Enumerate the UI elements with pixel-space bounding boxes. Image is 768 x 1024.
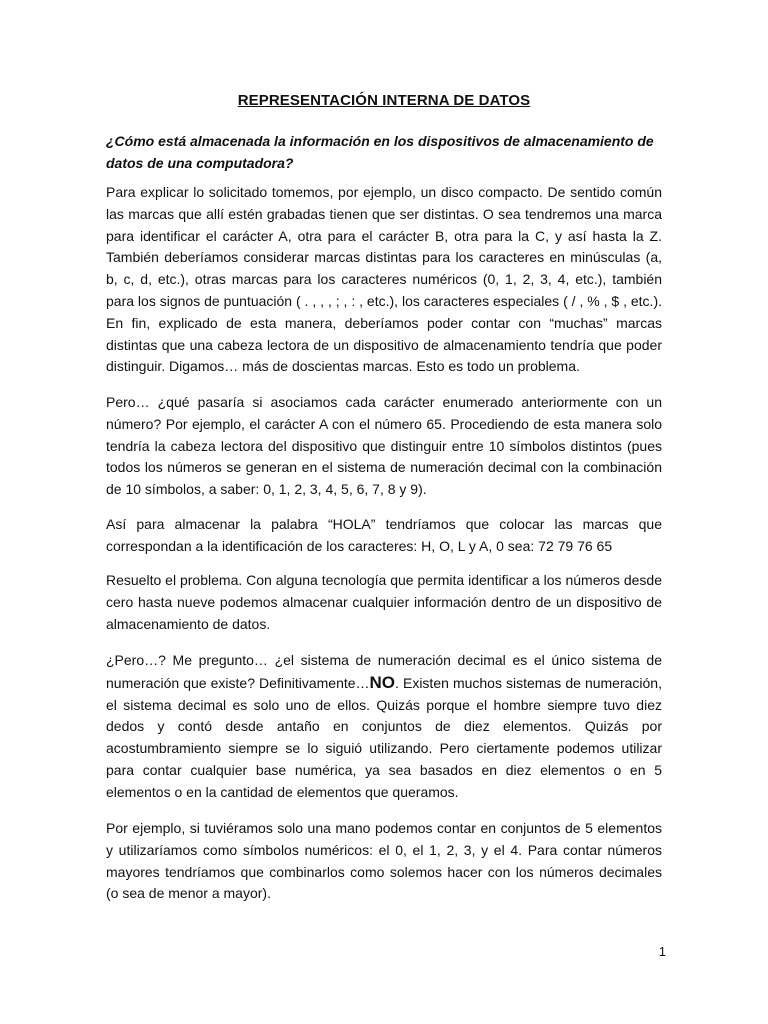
paragraph-5-start: ¿Pero…? Me pregunto… ¿el sistema de numeración decimal es el único sistema de numeración que existe? Definitivamente… — [106, 652, 662, 691]
paragraph-5-end: . Existen muchos sistemas de numeración, el sistema decimal es solo uno de ellos. Quizás porque el hombre siempre tuvo diez dedos y contó desde antaño en conjuntos de diez elementos. Quizás por acostumbramiento siempre se lo siguió utilizando. Pero ciertamente podemos utilizar para contar cualquier base numérica, ya sea basados en diez elementos o en 5 elementos o en la cantidad de elementos que queramos. — [106, 674, 662, 800]
page-number: 1 — [658, 944, 666, 959]
paragraph-5 — [106, 650, 662, 804]
document-question: ¿Cómo está almacenada la información en los dispositivos de almacenamiento de datos de una computadora? — [106, 133, 654, 171]
document-title: REPRESENTACIÓN INTERNA DE DATOS — [237, 92, 531, 109]
paragraph-6: Por ejemplo, si tuviéramos solo una mano podemos contar en conjuntos de 5 elementos y utilizaríamos como símbolos numéricos: el 0, el 1, 2, 3, y el 4. Para contar números mayores tendríamos que combinarlos como solemos hacer con los números decimales (o sea de menor a mayor). — [106, 820, 662, 902]
paragraph-3: Así para almacenar la palabra “HOLA” tendríamos que colocar las marcas que correspondan a la identificación de los caracteres: H, O, L y A, 0 sea: 72 79 76 65 — [106, 516, 662, 554]
emphasis-no: NO — [369, 672, 396, 692]
paragraph-4: Resuelto el problema. Con alguna tecnología que permita identificar a los números desde cero hasta nueve podemos almacenar cualquier información dentro de un dispositivo de almacenamiento de datos. — [106, 572, 662, 632]
paragraph-1: Para explicar lo solicitado tomemos, por ejemplo, un disco compacto. De sentido común las marcas que allí estén grabadas tienen que ser distintas. O sea tendremos una marca para identificar el carácter A, otra para el carácter B, otra para la C, y así hasta la Z. También deberíamos considerar marcas distintas para los caracteres en minúsculas (a, b, c, d, etc.), otras marcas para los caracteres numéricos (0, 1, 2, 3, 4, etc.), también para los signos de puntuación ( . , , , ; , : , etc.), los caracteres especiales ( / , % , $ , etc.). En fin, explicado de esta manera, deberíamos poder contar con “muchas” marcas distintas que una cabeza lectora de un dispositivo de almacenamiento tendría que poder distinguir. Digamos… más de doscientas marcas. Esto es todo un problema. — [106, 184, 662, 375]
paragraph-2: Pero… ¿qué pasaría si asociamos cada carácter enumerado anteriormente con un número? Por ejemplo, el carácter A con el número 65. Procediendo de esta manera solo tendría la cabeza lectora del dispositivo que distinguir entre 10 símbolos distintos (pues todos los números se generan en el sistema de numeración decimal con la combinación de 10 símbolos, a saber: 0, 1, 2, 3, 4, 5, 6, 7, 8 y 9). — [106, 394, 662, 498]
